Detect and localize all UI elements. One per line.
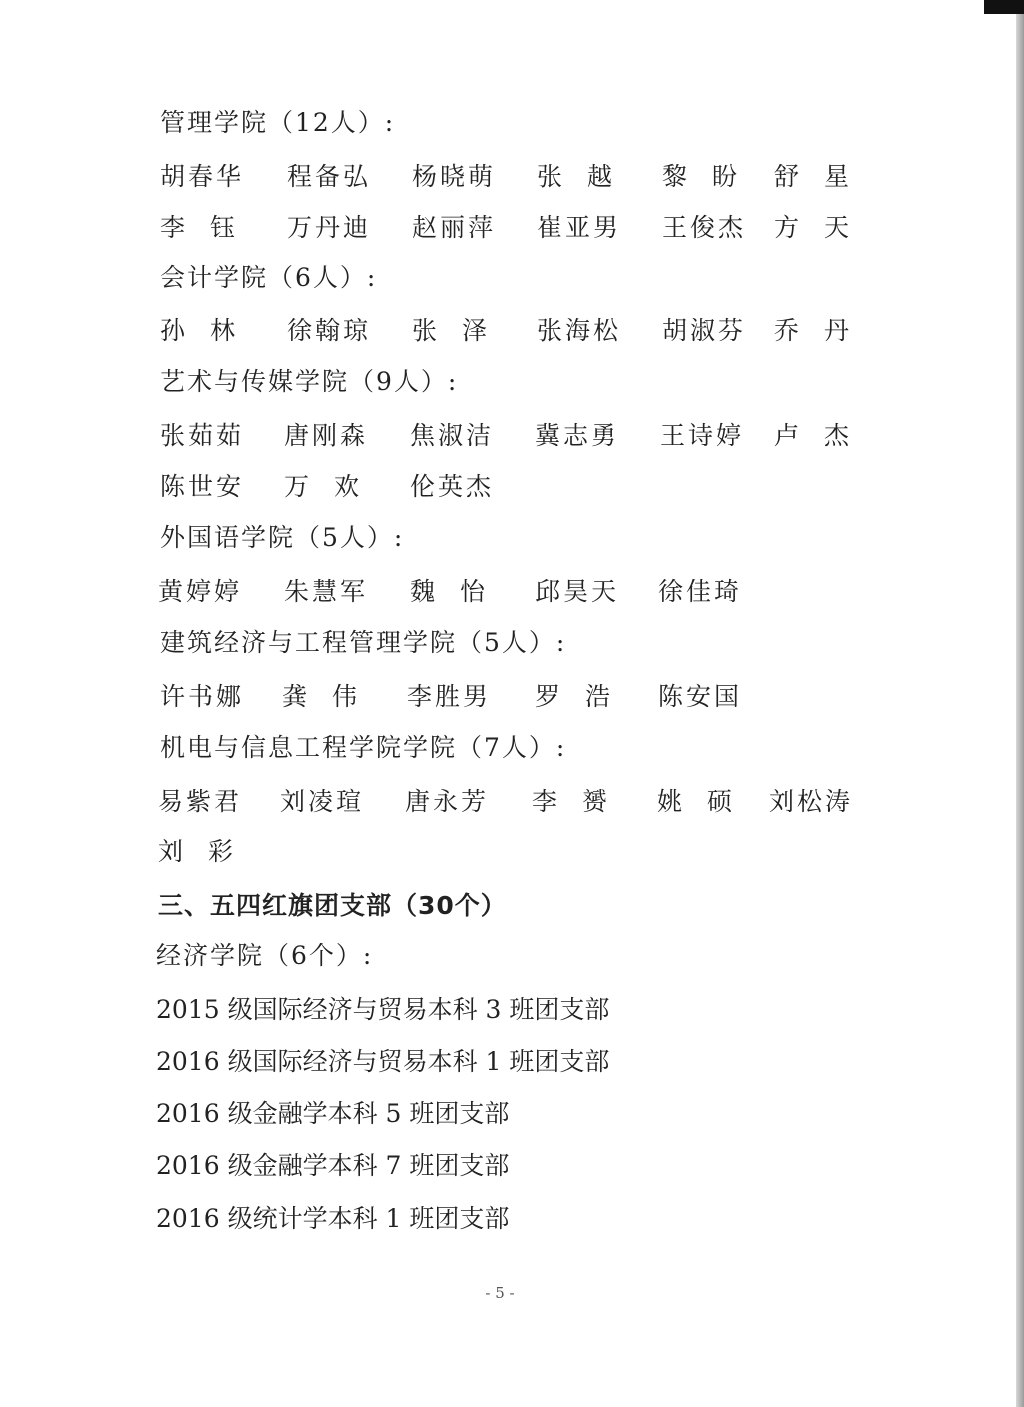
person-name: 王诗婷 — [660, 421, 745, 450]
branch-item: 2016 级金融学本科 7 班团支部 — [156, 1151, 510, 1180]
person-name: 陈世安 — [160, 472, 245, 501]
person-name: 孙 林 — [160, 316, 235, 345]
person-name: 方 天 — [774, 213, 849, 242]
person-name: 朱慧军 — [284, 577, 369, 606]
group-heading-mechatronics: 机电与信息工程学院学院（7人）: — [160, 733, 567, 762]
person-name: 杨晓萌 — [412, 162, 497, 191]
person-name: 伦英杰 — [410, 472, 495, 501]
person-name: 王俊杰 — [662, 213, 747, 242]
person-name: 万 欢 — [284, 472, 359, 501]
person-name: 龚 伟 — [282, 682, 357, 711]
person-name: 刘 彩 — [158, 837, 233, 866]
group-heading-accounting: 会计学院（6人）: — [160, 263, 378, 292]
person-name: 刘松涛 — [769, 787, 854, 816]
person-name: 邱昊天 — [535, 577, 620, 606]
person-name: 赵丽萍 — [412, 213, 497, 242]
branch-item: 2016 级统计学本科 1 班团支部 — [156, 1204, 510, 1233]
person-name: 胡淑芬 — [662, 316, 747, 345]
person-name: 黄婷婷 — [158, 577, 243, 606]
person-name: 舒 星 — [774, 162, 849, 191]
person-name: 张 泽 — [412, 316, 487, 345]
person-name: 陈安国 — [658, 682, 743, 711]
branch-item: 2015 级国际经济与贸易本科 3 班团支部 — [156, 995, 610, 1024]
person-name: 万丹迪 — [287, 213, 372, 242]
person-name: 唐永芳 — [405, 787, 490, 816]
person-name: 张茹茹 — [160, 421, 245, 450]
person-name: 崔亚男 — [537, 213, 622, 242]
person-name: 姚 硕 — [657, 787, 732, 816]
group-heading-arts-media: 艺术与传媒学院（9人）: — [160, 367, 459, 396]
scan-corner-mark — [984, 0, 1024, 14]
person-name: 李胜男 — [407, 682, 492, 711]
person-name: 徐佳琦 — [658, 577, 743, 606]
person-name: 徐翰琼 — [287, 316, 372, 345]
person-name: 魏 怡 — [410, 577, 485, 606]
person-name: 刘凌瑄 — [280, 787, 365, 816]
person-name: 罗 浩 — [535, 682, 610, 711]
person-name: 乔 丹 — [774, 316, 849, 345]
person-name: 李 钰 — [160, 213, 235, 242]
group-heading-economics: 经济学院（6个）: — [156, 941, 374, 970]
person-name: 唐刚森 — [284, 421, 369, 450]
person-name: 卢 杰 — [774, 421, 849, 450]
person-name: 许书娜 — [160, 682, 245, 711]
page-number: - 5 - — [485, 1284, 515, 1302]
person-name: 冀志勇 — [535, 421, 620, 450]
group-heading-foreign-languages: 外国语学院（5人）: — [160, 523, 405, 552]
person-name: 程备弘 — [287, 162, 372, 191]
person-name: 张 越 — [537, 162, 612, 191]
section-title: 三、五四红旗团支部（30个） — [158, 891, 507, 920]
scan-edge — [1016, 0, 1024, 1407]
branch-item: 2016 级金融学本科 5 班团支部 — [156, 1099, 510, 1128]
person-name: 焦淑洁 — [410, 421, 495, 450]
group-heading-construction-economics: 建筑经济与工程管理学院（5人）: — [160, 628, 567, 657]
branch-item: 2016 级国际经济与贸易本科 1 班团支部 — [156, 1047, 610, 1076]
group-heading-management: 管理学院（12人）: — [160, 108, 396, 137]
person-name: 易紫君 — [158, 787, 243, 816]
person-name: 李 赟 — [532, 787, 607, 816]
person-name: 胡春华 — [160, 162, 245, 191]
person-name: 黎 盼 — [662, 162, 737, 191]
person-name: 张海松 — [537, 316, 622, 345]
